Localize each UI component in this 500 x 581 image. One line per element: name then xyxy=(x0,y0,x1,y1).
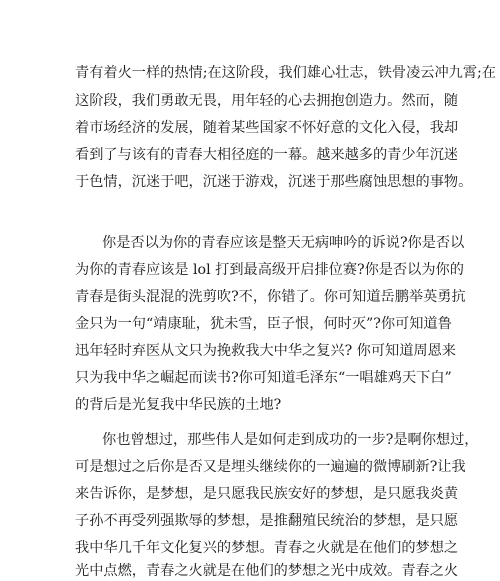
text-line: 迅年轻时弃医从文只为挽救我大中华之复兴? 你可知道周恩来 xyxy=(75,343,456,359)
text-line: 青春是街头混混的洗剪吹?不，你错了。你可知道岳鹏举英勇抗 xyxy=(75,289,466,305)
text-line: 光中点燃，青春之火就是在他们的梦想之光中成效。青春之火 xyxy=(75,563,459,579)
text-line: 的背后是光复我中华民族的土地? xyxy=(75,397,282,413)
text-line: 你也曾想过，那些伟人是如何走到成功的一步?是啊你想过， xyxy=(102,432,479,448)
text-line: 只为我中华之崛起而读书?你可知道毛泽东“一唱雄鸡天下白” xyxy=(75,370,452,386)
text-line: 可是想过之后你是否又是埋头继续你的一遍遍的微博刷新?让我 xyxy=(75,459,466,475)
text-line: 这阶段，我们勇敢无畏，用年轻的心去拥抱创造力。然而，随 xyxy=(75,93,459,109)
text-line: 来告诉你，是梦想，是只愿我民族安好的梦想，是只愿我炎黄 xyxy=(75,486,459,502)
text-line: 我中华几千年文化复兴的梦想。青春之火就是在他们的梦想之 xyxy=(75,540,459,556)
text-line: 于色情，沉迷于吧，沉迷于游戏，沉迷于那些腐蚀思想的事物。 xyxy=(75,174,473,190)
text-line: 子孙不再受列强欺辱的梦想，是推翻殖民统治的梦想，是只愿 xyxy=(75,513,459,529)
text-line: 看到了与该有的青春大相径庭的一幕。越来越多的青少年沉迷 xyxy=(75,147,459,163)
text-line: 青有着火一样的热情;在这阶段，我们雄心壮志，铁骨凌云冲九霄;在 xyxy=(75,65,496,81)
text-line: 着市场经济的发展，随着某些国家不怀好意的文化入侵，我却 xyxy=(75,120,459,136)
text-line: 你是否以为你的青春应该是整天无病呻吟的诉说?你是否以 xyxy=(102,235,465,251)
text-line: 金只为一句“靖康耻，犹未雪，臣子恨，何时灭”?你可知道鲁 xyxy=(75,316,452,332)
text-line: 为你的青春应该是 lol 打到最高级开启排位赛?你是否以为你的 xyxy=(75,262,464,278)
